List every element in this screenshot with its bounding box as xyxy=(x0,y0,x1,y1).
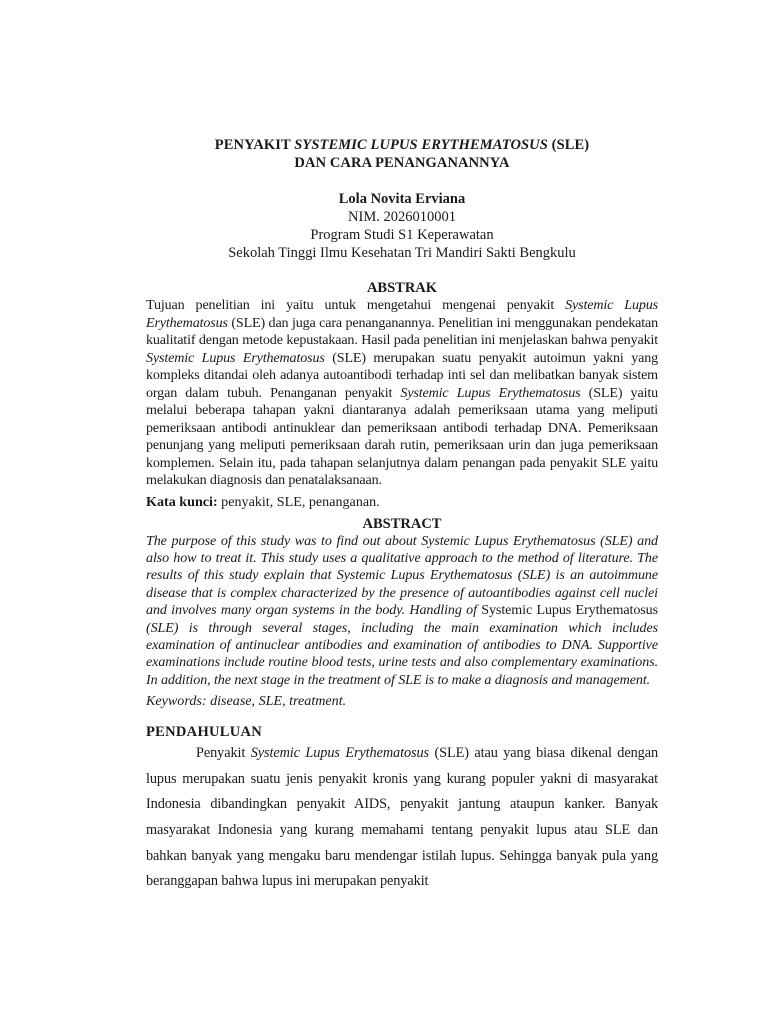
author-nim: NIM. 2026010001 xyxy=(348,209,456,225)
abstrak-heading: ABSTRAK xyxy=(366,280,438,296)
pendahuluan-text-1: Penyakit xyxy=(196,745,251,762)
author-institution: Sekolah Tinggi Ilmu Kesehatan Tri Mandiri Sakti Bengkulu xyxy=(228,245,576,261)
author-name: Lola Novita Erviana xyxy=(338,191,466,207)
author-program: Program Studi S1 Keperawatan xyxy=(310,227,494,243)
abstrak-italic-3: Systemic Lupus Erythematosus xyxy=(400,384,581,401)
title-line-1 xyxy=(146,136,658,154)
kata-kunci-text: penyakit, SLE, penanganan. xyxy=(217,493,380,510)
abstrak-text-4: (SLE) yaitu melalui beberapa tahapan yakni diantaranya adalah pemeriksaan utama yang meliputi pemeriksaan antibodi antinuklear dan pemeriksaan antibodi terhadap DNA. Pemeriksaan penunjang yang meliputi pemeriksaan darah rutin, pemeriksaan urin dan juga pemeriksaan komplemen. Selain itu, pada tahapan selanjutnya dalam penangan pada penyakit SLE yaitu melakukan diagnosis dan penatalaksanaan. xyxy=(146,384,658,488)
kata-kunci xyxy=(146,493,658,511)
abstract-upright: Systemic Lupus Erythematosus xyxy=(481,602,658,619)
title-line-2: DAN CARA PENANGANANNYA xyxy=(294,155,510,171)
abstract-text-1: The purpose of this study was to find out about Systemic Lupus Erythematosus (SLE) and also how to treat it. This study uses a qualitative approach to the method of literature. The results of this study explain that Systemic Lupus Erythematosus (SLE) is an autoimmune disease that is complex characterized by the presence of autoantibodies against cell nuclei and involves many organ systems in the body. Handling of xyxy=(146,532,658,619)
abstrak-italic-1: Systemic Lupus Erythematosus xyxy=(146,297,658,331)
abstract-paragraph xyxy=(146,533,658,690)
pendahuluan-heading: PENDAHULUAN xyxy=(146,724,263,741)
title-prefix: PENYAKIT xyxy=(214,137,295,153)
abstrak-text-1: Tujuan penelitian ini yaitu untuk mengetahui mengenai penyakit xyxy=(146,297,566,313)
document-page xyxy=(146,136,658,895)
abstract-text-2: (SLE) is through several stages, including the main examination which includes examination of antinuclear antibodies and examination of antibodies to DNA. Supportive examinations include routine blood tests, urine tests and also complementary examinations. In addition, the next stage in the treatment of SLE is to make a diagnosis and management. xyxy=(146,619,658,688)
pendahuluan-paragraph xyxy=(146,741,658,895)
keywords-en: Keywords: disease, SLE, treatment. xyxy=(146,693,347,710)
abstrak-text-2: (SLE) dan juga cara penanganannya. Penelitian ini menggunakan pendekatan kualitatif dengan metode kepustakaan. Hasil pada penelitian ini menjelaskan bahwa penyakit xyxy=(146,314,658,348)
pendahuluan-italic-1: Systemic Lupus Erythematosus xyxy=(250,745,429,762)
abstrak-text-3: (SLE) merupakan suatu penyakit autoimun yakni yang kompleks ditandai oleh adanya autoantibodi terhadap inti sel dan melibatkan banyak sistem organ dalam tubuh. Penanganan penyakit xyxy=(146,349,658,401)
paper-title xyxy=(146,136,658,172)
abstrak-paragraph xyxy=(146,297,658,490)
title-italic: SYSTEMIC LUPUS ERYTHEMATOSUS xyxy=(294,137,548,153)
abstrak-italic-2: Systemic Lupus Erythematosus xyxy=(146,349,325,366)
abstract-heading: ABSTRACT xyxy=(362,515,442,532)
title-suffix: (SLE) xyxy=(547,137,590,153)
pendahuluan-text-2: (SLE) atau yang biasa dikenal dengan lupus merupakan suatu jenis penyakit kronis yang kurang populer yakni di masyarakat Indonesia dibandingkan penyakit AIDS, penyakit jantung ataupun kanker. Banyak masyarakat Indonesia yang kurang memahami tentang penyakit lupus atau SLE dan bahkan banyak yang mengaku baru mendengar istilah lupus. Sehingga banyak pula yang beranggapan bahwa lupus ini merupakan penyakit xyxy=(146,745,658,890)
author-block xyxy=(146,190,658,262)
kata-kunci-label: Kata kunci: xyxy=(146,493,218,510)
